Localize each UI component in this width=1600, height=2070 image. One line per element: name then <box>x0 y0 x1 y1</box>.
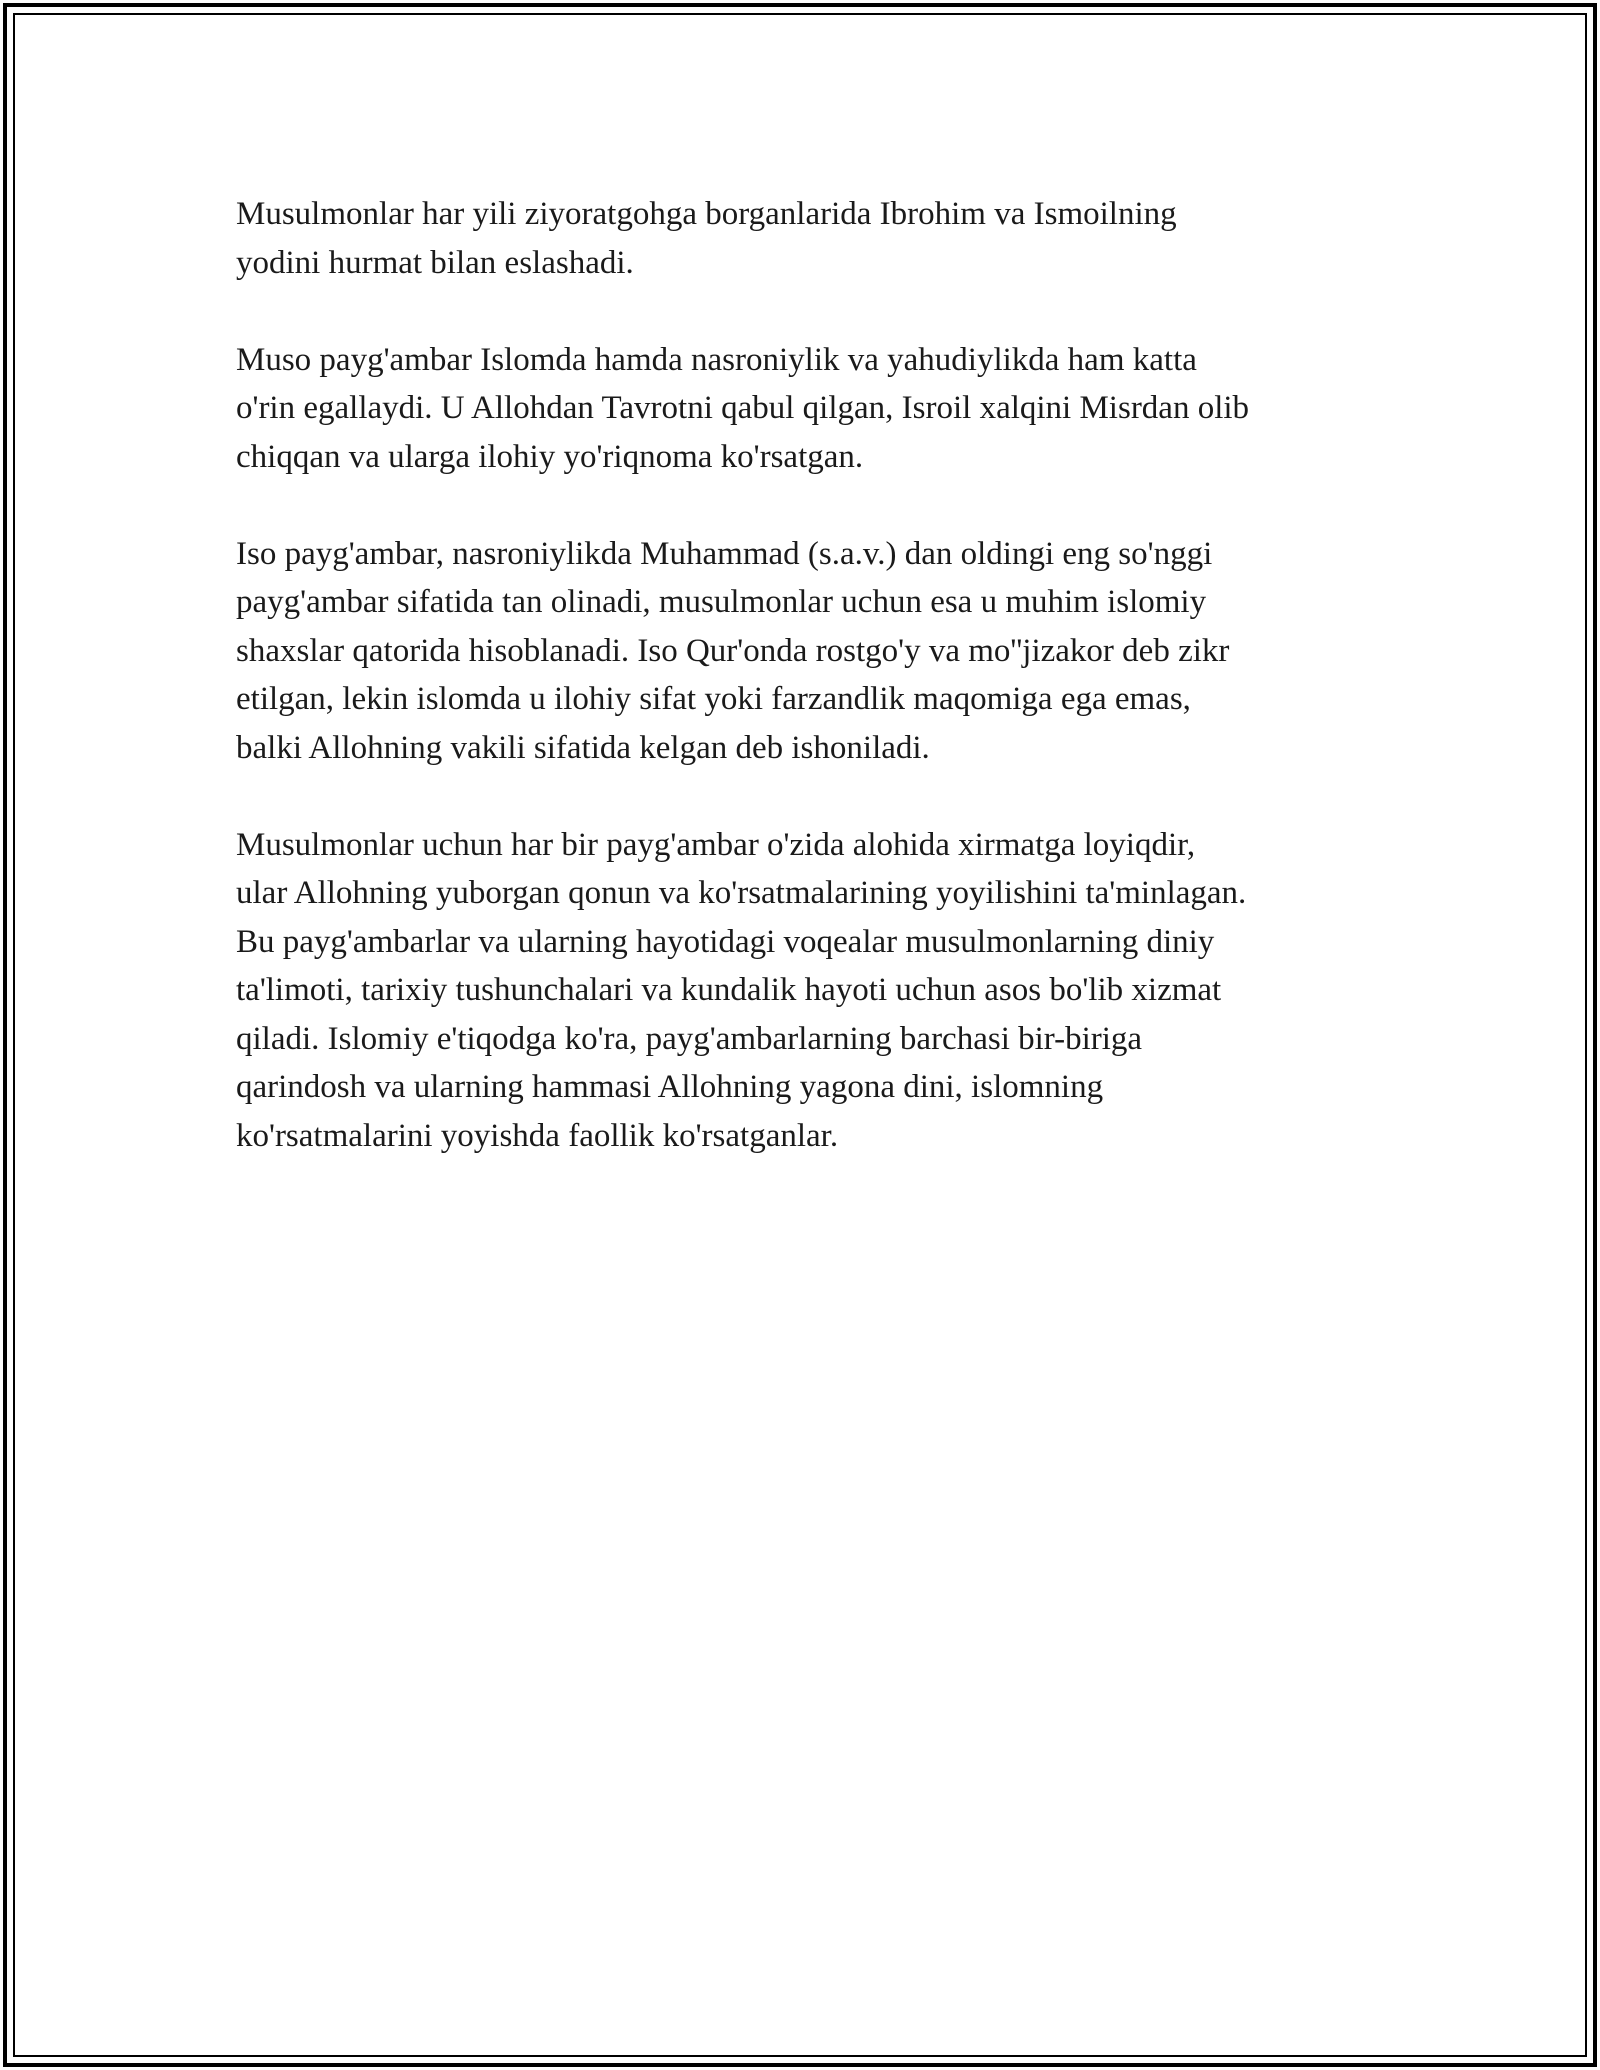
document-body <box>236 190 1396 1209</box>
text-line: o'rin egallaydi. U Allohdan Tavrotni qabul qilgan, Isroil xalqini Misrdan olib <box>236 390 1250 426</box>
text-line: ko'rsatmalarini yoyishda faollik ko'rsatganlar. <box>236 1117 839 1154</box>
text-line: Musulmonlar uchun har bir payg'ambar o'zida alohida xirmatga loyiqdir, <box>236 826 1196 863</box>
text-line: Muso payg'ambar Islomda hamda nasroniylik va yahudiylikda ham katta <box>236 341 1197 378</box>
text-line: shaxslar qatorida hisoblanadi. Iso Qur'onda rostgo'y va mo''jizakor deb zikr <box>236 632 1230 669</box>
text-line: Iso payg'ambar, nasroniylikda Muhammad (s.a.v.) dan oldingi eng so'nggi <box>236 535 1213 572</box>
text-line: ular Allohning yuborgan qonun va ko'rsatmalarining yoyilishini ta'minlagan. <box>236 875 1247 911</box>
text-line: payg'ambar sifatida tan olinadi, musulmonlar uchun esa u muhim islomiy <box>236 584 1207 620</box>
paragraph-1 <box>236 190 1396 287</box>
text-line: qiladi. Islomiy e'tiqodga ko'ra, payg'ambarlarning barchasi bir-biriga <box>236 1020 1143 1057</box>
text-line: Musulmonlar har yili ziyoratgohga borganlarida Ibrohim va Ismoilning <box>236 196 1177 232</box>
text-line: balki Allohning vakili sifatida kelgan deb ishoniladi. <box>236 729 930 766</box>
paragraph-2 <box>236 336 1396 482</box>
text-line: qarindosh va ularning hammasi Allohning yagona dini, islomning <box>236 1069 1104 1105</box>
text-line: Bu payg'ambarlar va ularning hayotidagi voqealar musulmonlarning diniy <box>236 923 1215 960</box>
text-line: ta'limoti, tarixiy tushunchalari va kundalik hayoti uchun asos bo'lib xizmat <box>236 972 1222 1008</box>
text-line: chiqqan va ularga ilohiy yo'riqnoma ko'rsatgan. <box>236 438 864 475</box>
paragraph-3 <box>236 530 1396 773</box>
text-line: yodini hurmat bilan eslashadi. <box>236 244 634 281</box>
text-line: etilgan, lekin islomda u ilohiy sifat yoki farzandlik maqomiga ega emas, <box>236 681 1191 717</box>
paragraph-4 <box>236 821 1396 1161</box>
